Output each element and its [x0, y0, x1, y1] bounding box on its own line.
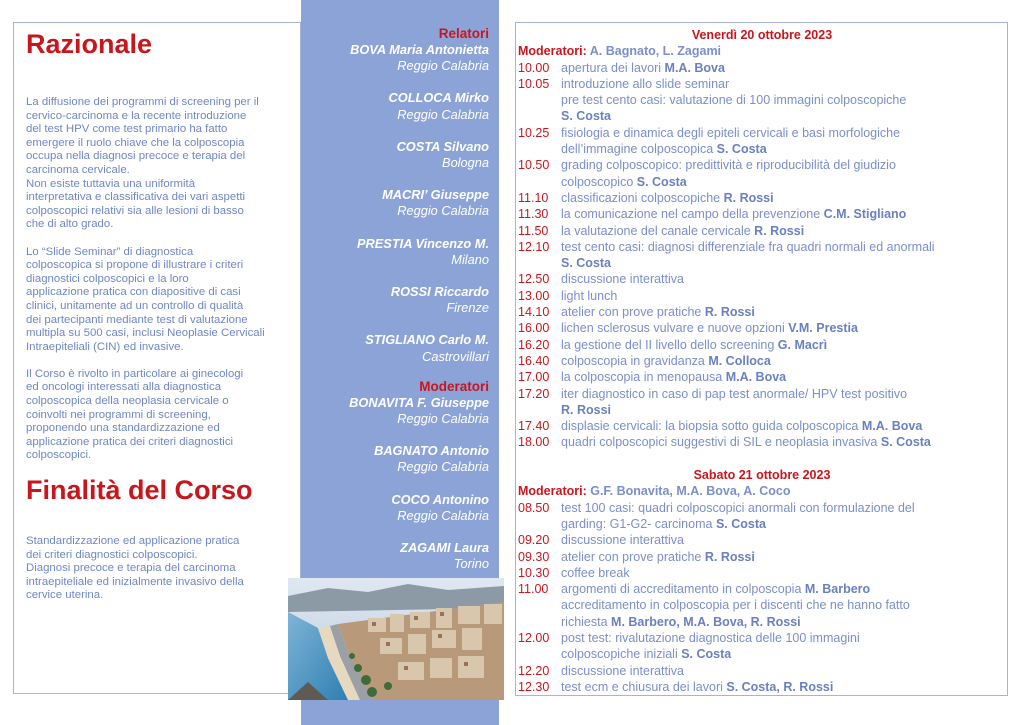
agenda-description — [561, 190, 1006, 206]
program-agenda — [518, 27, 1006, 695]
agenda-description — [561, 320, 1006, 336]
agenda-line — [561, 418, 1006, 434]
agenda-text: argomenti di accreditamento in colposcopia — [561, 582, 805, 597]
speaker-city: Reggio Calabria — [397, 507, 489, 523]
day-title: Sabato 21 ottobre 2023 — [693, 468, 831, 483]
agenda-item — [518, 386, 1006, 419]
agenda-text: la colposcopia in menopausa — [561, 370, 726, 385]
agenda-description — [561, 157, 1006, 190]
agenda-description — [561, 353, 1006, 369]
paragraph-line: colposcopici. — [26, 449, 92, 462]
speaker-name: PRESTIA Vincenzo M. — [356, 235, 489, 251]
agenda-description — [561, 60, 1006, 76]
agenda-line — [561, 549, 1006, 565]
agenda-line — [561, 174, 1006, 190]
agenda-line — [561, 663, 1006, 679]
moderatori-list — [301, 395, 489, 573]
agenda-line — [561, 271, 1006, 287]
agenda-time: 11.00 — [518, 582, 549, 597]
agenda-speaker: S. Costa — [880, 435, 931, 450]
paragraph-line: proponendo una standardizzazione ed — [26, 422, 220, 435]
paragraph-line: intraepiteliale ed inizialmente invasivo della — [26, 575, 244, 588]
agenda-speaker: S. Costa — [636, 174, 687, 189]
speaker-entry — [301, 187, 489, 219]
razionale-paragraph — [26, 368, 292, 463]
agenda-speaker: V.M. Prestia — [788, 321, 858, 336]
agenda-item — [518, 500, 1006, 533]
paragraph-line: cervico-carcinoma e la recente introduzione — [26, 109, 247, 122]
agenda-speaker: S. Costa, R. Rossi — [726, 679, 834, 694]
agenda-speaker: R. Rossi — [561, 402, 612, 417]
paragraph-line: applicazione pratica dei criteri diagnostici — [26, 435, 234, 448]
agenda-text: accreditamento in colposcopia per i discenti che ne hanno fatto — [561, 598, 910, 613]
agenda-time: 12.00 — [518, 630, 550, 645]
agenda-description — [561, 630, 1006, 663]
agenda-time: 17.40 — [518, 419, 550, 434]
agenda-description — [561, 434, 1006, 450]
agenda-time: 10.05 — [518, 76, 550, 91]
agenda-speaker: R. Rossi — [754, 223, 805, 238]
agenda-line — [561, 369, 1006, 385]
agenda-time: 10.30 — [518, 565, 550, 580]
paragraph-line: occupa nella diagnosi precoce e terapia del — [26, 150, 246, 163]
agenda-description — [561, 663, 1006, 679]
agenda-speaker: R. Rossi — [723, 190, 774, 205]
relatori-heading: Relatori — [438, 26, 489, 41]
agenda-speaker: M. Colloca — [708, 353, 771, 368]
agenda-speaker: C.M. Stigliano — [823, 207, 907, 222]
paragraph-line: La diffusione dei programmi di screening per il — [26, 96, 259, 108]
agenda-line — [561, 157, 1006, 173]
agenda-time: 16.00 — [518, 321, 550, 336]
agenda-time: 09.30 — [518, 549, 550, 564]
paragraph-line: cervice uterina. — [26, 589, 104, 602]
agenda-description — [561, 500, 1006, 533]
paragraph-gap — [26, 232, 292, 246]
moderators-label: Moderatori: — [518, 44, 587, 59]
speaker-name: BONAVITA F. Giuseppe — [349, 394, 489, 410]
agenda-description — [561, 125, 1006, 158]
agenda-text: discussione interattiva — [561, 533, 684, 548]
agenda-time: 08.50 — [518, 500, 550, 515]
agenda-item — [518, 337, 1006, 353]
paragraph-line: ed oncologi interessati alla diagnostica — [26, 381, 222, 394]
agenda-text: garding: G1-G2- carcinoma — [561, 516, 716, 531]
agenda-item — [518, 549, 1006, 565]
razionale-title: Razionale — [26, 29, 153, 59]
agenda-text: dell’immagine colposcopica — [561, 142, 717, 157]
agenda-item — [518, 581, 1006, 630]
agenda-time: 10.50 — [518, 158, 550, 173]
agenda-time: 14.10 — [518, 305, 550, 320]
agenda-time: 12.50 — [518, 272, 550, 287]
speaker-entry — [301, 42, 489, 74]
paragraph-line: Diagnosi precoce e terapia del carcinoma — [26, 562, 236, 575]
agenda-item — [518, 223, 1006, 239]
paragraph-line: interpretativa e classificativa dei vari aspetti — [26, 191, 246, 204]
agenda-description — [561, 679, 1006, 695]
agenda-line — [561, 597, 1006, 613]
agenda-description — [561, 271, 1006, 287]
speaker-city: Bologna — [442, 155, 489, 171]
agenda-item — [518, 679, 1006, 695]
paragraph-line: dei criteri diagnostici colposcopici. — [26, 548, 198, 561]
speaker-city: Torino — [453, 556, 489, 572]
paragraph-line: colposcopica della neoplasia cervicale o — [26, 395, 229, 408]
agenda-speaker: G. Macrì — [777, 337, 828, 352]
moderatori-heading: Moderatori — [419, 378, 489, 394]
agenda-text: apertura dei lavori — [561, 60, 665, 75]
speaker-entry — [301, 395, 489, 427]
agenda-description — [561, 565, 1006, 581]
paragraph-line: clinici, unitamente ad un controllo di qualità — [26, 299, 244, 312]
agenda-description — [561, 369, 1006, 385]
agenda-line — [561, 288, 1006, 304]
agenda-description — [561, 223, 1006, 239]
agenda-line — [561, 679, 1006, 695]
agenda-text: atelier con prove pratiche — [561, 305, 705, 320]
agenda-time: 11.30 — [518, 207, 549, 222]
agenda-item — [518, 353, 1006, 369]
agenda-description — [561, 304, 1006, 320]
agenda-item — [518, 288, 1006, 304]
agenda-text: introduzione allo slide seminar — [561, 76, 730, 91]
agenda-text: displasie cervicali: la biopsia sotto guida colposcopica — [561, 419, 862, 434]
speaker-city: Firenze — [446, 300, 489, 316]
agenda-text: richiesta — [561, 614, 612, 629]
paragraph-line: emergere il ruolo chiave che la colposcopia — [26, 136, 245, 149]
speaker-city: Reggio Calabria — [397, 106, 489, 122]
speaker-name: MACRI’ Giuseppe — [382, 187, 489, 203]
speaker-city: Reggio Calabria — [397, 411, 489, 427]
agenda-item — [518, 663, 1006, 679]
agenda-time: 12.10 — [518, 239, 550, 254]
day-title: Venerdì 20 ottobre 2023 — [691, 28, 833, 42]
agenda-text: post test: rivalutazione diagnostica delle 100 immagini — [561, 630, 860, 645]
agenda-line — [561, 60, 1006, 76]
agenda-description — [561, 581, 1006, 630]
speaker-name: ZAGAMI Laura — [400, 540, 489, 556]
agenda-text: discussione interattiva — [561, 272, 684, 287]
agenda-line — [561, 125, 1006, 141]
paragraph-line: Intraepiteliali (CIN) ed invasive. — [26, 340, 184, 353]
agenda-line — [561, 434, 1006, 450]
agenda-item — [518, 630, 1006, 663]
agenda-time: 09.20 — [518, 533, 550, 548]
agenda-line — [561, 402, 1006, 418]
agenda-item — [518, 565, 1006, 581]
agenda-speaker: M.A. Bova — [861, 419, 923, 434]
agenda-line — [561, 206, 1006, 222]
razionale-body — [26, 96, 292, 463]
agenda-text: la valutazione del canale cervicale — [561, 223, 755, 238]
razionale-paragraph — [26, 96, 292, 232]
agenda-item — [518, 532, 1006, 548]
agenda-time: 17.00 — [518, 370, 550, 385]
agenda-time: 12.30 — [518, 679, 550, 694]
agenda-speaker: S. Costa — [681, 647, 732, 662]
agenda-line — [561, 108, 1006, 124]
agenda-text: classificazioni colposcopiche — [561, 190, 724, 205]
agenda-line — [561, 76, 1006, 92]
program-panel — [515, 22, 1008, 696]
agenda-time: 10.25 — [518, 125, 550, 140]
paragraph-line: diagnostici colposcopici e la loro — [26, 272, 189, 285]
speaker-city: Reggio Calabria — [397, 459, 489, 475]
agenda-text: quadri colposcopici suggestivi di SIL e neoplasia invasiva — [561, 435, 881, 450]
agenda-text: grading colposcopico: predittività e riproducibilità del giudizio — [561, 158, 896, 173]
agenda-description — [561, 206, 1006, 222]
speaker-entry — [301, 540, 489, 572]
agenda-description — [561, 386, 1006, 419]
agenda-time: 18.00 — [518, 435, 550, 450]
agenda-speaker: M. Barbero — [804, 582, 871, 597]
agenda-speaker: R. Rossi — [704, 305, 755, 320]
paragraph-line: carcinoma cervicale. — [26, 163, 130, 176]
agenda-item — [518, 190, 1006, 206]
paragraph-line: Standardizzazione ed applicazione pratica — [26, 535, 240, 548]
agenda-text: colposcopico — [561, 174, 637, 189]
agenda-item — [518, 304, 1006, 320]
agenda-text: light lunch — [561, 288, 618, 303]
agenda-text: atelier con prove pratiche — [561, 549, 705, 564]
agenda-item — [518, 369, 1006, 385]
speaker-entry — [301, 443, 489, 475]
speaker-entry — [301, 332, 489, 364]
agenda-line — [561, 223, 1006, 239]
agenda-description — [561, 532, 1006, 548]
speaker-entry — [301, 236, 489, 268]
agenda-item — [518, 125, 1006, 158]
agenda-speaker: S. Costa — [561, 256, 612, 271]
speaker-name: BAGNATO Antonio — [374, 443, 489, 459]
day-moderators — [518, 43, 1006, 59]
speaker-name: COLLOCA Mirko — [388, 90, 489, 106]
agenda-line — [561, 565, 1006, 581]
agenda-line — [561, 353, 1006, 369]
speaker-city: Milano — [451, 251, 489, 267]
agenda-speaker: M.A. Bova — [725, 370, 787, 385]
agenda-description — [561, 288, 1006, 304]
agenda-line — [561, 646, 1006, 662]
paragraph-line: colposcopici relativi sia alle lesioni di basso — [26, 204, 244, 217]
agenda-item — [518, 157, 1006, 190]
agenda-text: colposcopia in gravidanza — [561, 353, 709, 368]
speaker-name: STIGLIANO Carlo M. — [365, 332, 489, 348]
agenda-text: la comunicazione nel campo della prevenzione — [561, 207, 824, 222]
speaker-entry — [301, 492, 489, 524]
agenda-text: fisiologia e dinamica degli epiteli cervicali e basi morfologiche — [561, 125, 901, 140]
agenda-speaker: M.A. Bova — [664, 60, 725, 75]
paragraph-line: colposcopica si propone di illustrare i criteri — [26, 259, 244, 272]
agenda-text: la gestione del II livello dello screening — [561, 337, 778, 352]
agenda-item — [518, 320, 1006, 336]
agenda-line — [561, 255, 1006, 271]
agenda-item — [518, 271, 1006, 287]
speaker-entry — [301, 90, 489, 122]
agenda-time: 16.40 — [518, 353, 550, 368]
agenda-text: pre test cento casi: valutazione di 100 immagini colposcopiche — [561, 93, 907, 108]
paragraph-line: che di alto grado. — [26, 218, 114, 231]
paragraph-line: coinvolti nei programmi di screening, — [26, 408, 211, 421]
paragraph-gap — [26, 354, 292, 368]
agenda-speaker: S. Costa — [716, 142, 767, 157]
paragraph-line: del test HPV come test primario ha fatto — [26, 123, 228, 136]
agenda-line — [561, 532, 1006, 548]
agenda-line — [561, 141, 1006, 157]
paragraph-line: Il Corso è rivolto in particolare ai ginecologi — [26, 367, 244, 380]
agenda-time: 12.20 — [518, 663, 550, 678]
agenda-text: iter diagnostico in caso di pap test anormale/ HPV test positivo — [561, 386, 908, 401]
moderators-label: Moderatori: — [518, 484, 587, 499]
agenda-text: test 100 casi: quadri colposcopici anormali con formulazione del — [561, 500, 915, 515]
agenda-text: test ecm e chiusura dei lavori — [561, 679, 727, 694]
agenda-line — [561, 614, 1006, 630]
speaker-name: ROSSI Riccardo — [390, 284, 489, 300]
agenda-speaker: M. Barbero, M.A. Bova, R. Rossi — [611, 614, 801, 629]
agenda-speaker: S. Costa — [715, 516, 766, 531]
agenda-time: 16.20 — [518, 337, 550, 352]
paragraph-line: Lo “Slide Seminar” di diagnostica — [26, 245, 194, 258]
agenda-description — [561, 418, 1006, 434]
speaker-city: Castrovillari — [422, 348, 489, 364]
agenda-line — [561, 581, 1006, 597]
speakers-list — [301, 26, 489, 588]
speaker-entry — [301, 139, 489, 171]
finalita-paragraph — [26, 535, 292, 603]
agenda-line — [561, 320, 1006, 336]
speaker-name: COSTA Silvano — [396, 138, 489, 154]
agenda-item — [518, 76, 1006, 125]
agenda-item — [518, 434, 1006, 450]
speaker-city: Reggio Calabria — [397, 203, 489, 219]
agenda-line — [561, 239, 1006, 255]
agenda-text: discussione interattiva — [561, 663, 684, 678]
paragraph-line: Non esiste tuttavia una uniformità — [26, 177, 196, 190]
relatori-list — [301, 42, 489, 365]
paragraph-line: multipla su 500 casi, inclusi Neoplasie Cervicali — [26, 327, 265, 340]
agenda-time: 11.10 — [518, 190, 549, 205]
agenda-line — [561, 386, 1006, 402]
agenda-time: 13.00 — [518, 288, 550, 303]
razionale-paragraph — [26, 246, 292, 355]
agenda-time: 10.00 — [518, 60, 550, 75]
moderators-names: G.F. Bonavita, M.A. Bova, A. Coco — [590, 484, 791, 499]
city-seafront-photo — [288, 578, 504, 700]
agenda-text: coffee break — [561, 565, 630, 580]
agenda-text: test cento casi: diagnosi differenziale fra quadri normali ed anormali — [561, 239, 935, 254]
left-panel — [13, 22, 301, 694]
agenda-line — [561, 337, 1006, 353]
agenda-time: 11.50 — [518, 223, 549, 238]
paragraph-line: applicazione pratica con diapositive di casi — [26, 286, 241, 299]
agenda-line — [561, 304, 1006, 320]
finalita-title: Finalità del Corso — [26, 475, 253, 506]
moderators-names: A. Bagnato, L. Zagami — [589, 44, 722, 59]
agenda-speaker: R. Rossi — [704, 549, 755, 564]
agenda-description — [561, 76, 1006, 125]
agenda-item — [518, 206, 1006, 222]
agenda-line — [561, 190, 1006, 206]
day-gap — [518, 451, 1006, 467]
agenda-text: colposcopiche iniziali — [561, 647, 682, 662]
agenda-item — [518, 418, 1006, 434]
agenda-description — [561, 549, 1006, 565]
agenda-line — [561, 630, 1006, 646]
speaker-entry — [301, 284, 489, 316]
agenda-text: lichen sclerosus vulvare e nuove opzioni — [561, 321, 789, 336]
agenda-speaker: S. Costa — [561, 109, 612, 124]
agenda-item — [518, 60, 1006, 76]
agenda-line — [561, 516, 1006, 532]
speaker-name: COCO Antonino — [391, 491, 489, 507]
agenda-line — [561, 500, 1006, 516]
agenda-line — [561, 92, 1006, 108]
agenda-item — [518, 239, 1006, 272]
agenda-description — [561, 337, 1006, 353]
agenda-time: 17.20 — [518, 386, 550, 401]
day-moderators — [518, 483, 1006, 499]
speaker-name: BOVA Maria Antonietta — [350, 42, 489, 57]
paragraph-line: dei partecipanti mediante test di valutazione — [26, 313, 248, 326]
agenda-description — [561, 239, 1006, 272]
speaker-city: Reggio Calabria — [397, 58, 489, 74]
city-photo-illustration — [288, 578, 504, 700]
